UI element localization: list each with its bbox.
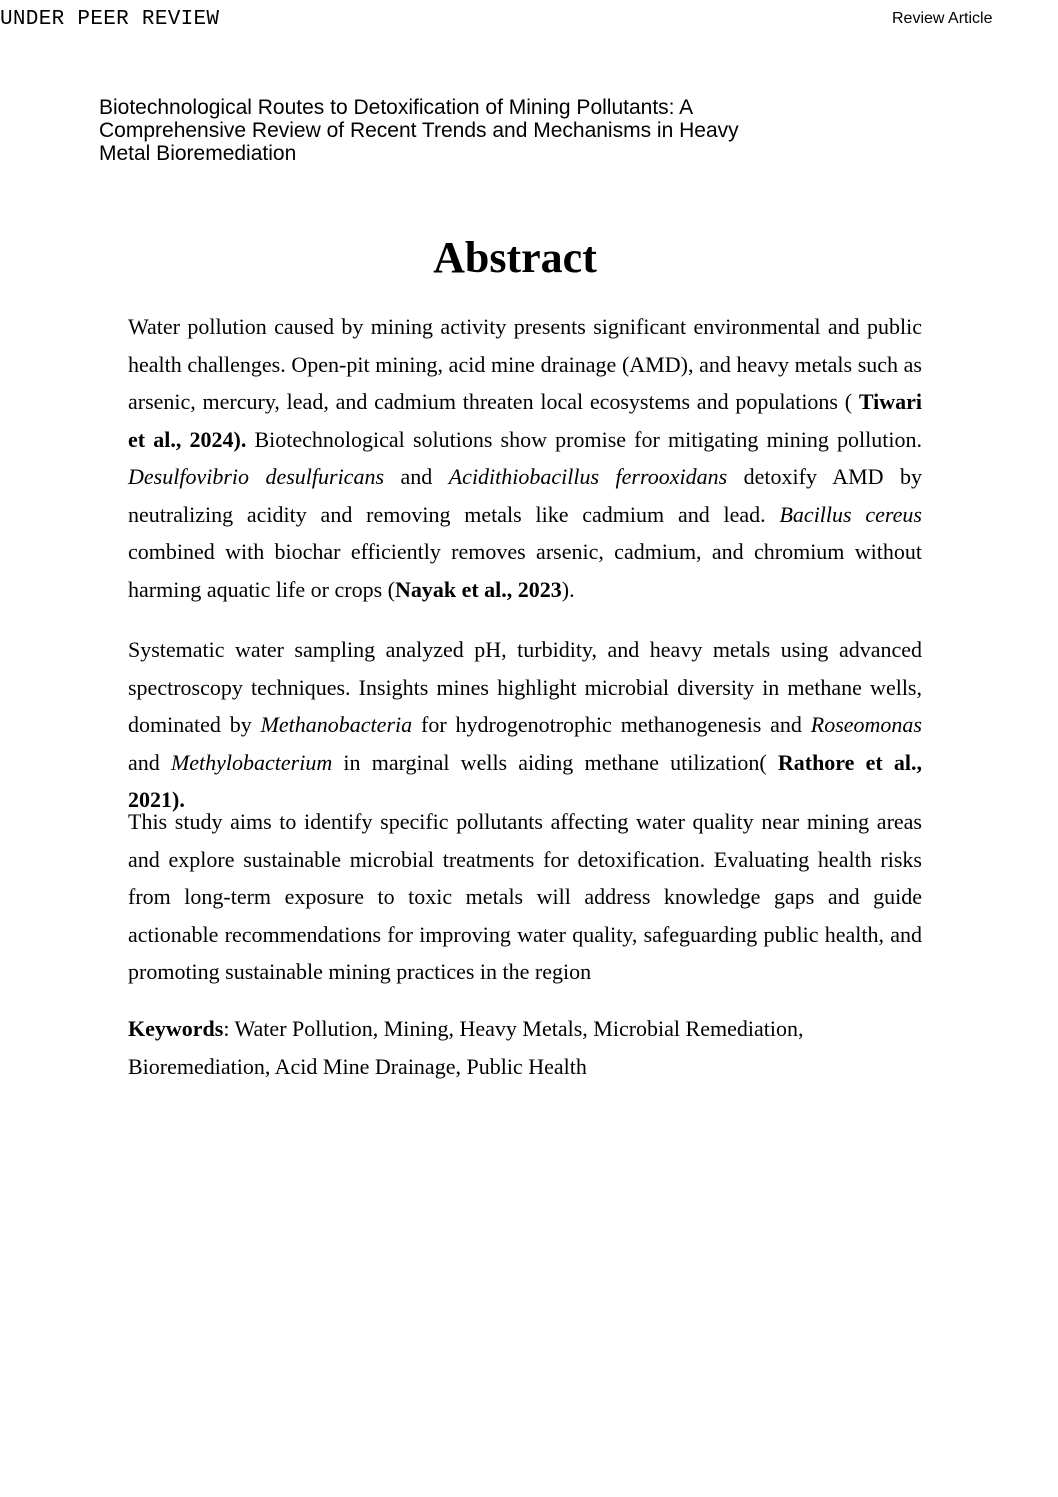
italic-text-run: Methylobacterium [170, 749, 333, 775]
text-run: detoxify AMD by neutralizing acidity and removing metals like cadmium and lead. [128, 464, 923, 527]
text-run: combined with biochar efficiently removes arsenic, cadmium, and chromium without harming aquatic life or crops ( [128, 539, 922, 602]
italic-text-run: Desulfovibrio desulfuricans [128, 464, 385, 489]
bold-text-run: Tiwari et al., 2024). [128, 389, 922, 452]
italic-text-run: Acidithiobacillus ferrooxidans [448, 464, 728, 489]
abstract-paragraph-3 [128, 803, 922, 991]
text-run: ). [561, 576, 575, 602]
abstract-paragraph-2 [128, 631, 922, 819]
abstract-paragraph-1 [128, 308, 922, 608]
abstract-heading: Abstract [433, 233, 597, 282]
bold-text-run: Rathore et al., 2021). [128, 749, 922, 812]
text-run: Biotechnological solutions show promise for mitigating mining pollution. [246, 426, 923, 452]
text-run: This study aims to identify specific pollutants affecting water quality near mining areas and explore sustainable microbial treatments for detoxification. Evaluating health risks from long-term exposure to toxic metals will address knowledge gaps and guide actionable recommendations for improving water quality, safeguarding public health, and promoting sustainable mining practices in the region [128, 809, 922, 984]
text-run: Systematic water sampling analyzed pH, turbidity, and heavy metals using advanced spectroscopy techniques. Insights mines highlight microbial diversity in methane wells, dominated by [128, 637, 922, 737]
keywords-line [128, 1010, 922, 1085]
italic-text-run: Roseomonas [810, 712, 922, 737]
text-run: and [384, 464, 449, 489]
bold-text-run: Nayak et al., 2023 [394, 576, 562, 602]
text-run: in marginal wells aiding methane utilization( [332, 749, 778, 775]
text-run: : Water Pollution, Mining, Heavy Metals, Microbial Remediation, Bioremediation, Acid Mine Drainage, Public Health [128, 1016, 815, 1079]
italic-text-run: Methanobacteria [260, 712, 413, 737]
bold-text-run: Keywords [128, 1016, 224, 1041]
under-peer-review-watermark: UNDER PEER REVIEW [0, 8, 220, 31]
text-run: Water pollution caused by mining activity presents significant environmental and public health challenges. Open-pit mining, acid mine drainage (AMD), and heavy metals such as arsenic, mercury, lead, and cadmium threaten local ecosystems and populations ( [128, 314, 922, 414]
text-run: and [128, 749, 171, 775]
text-run: for hydrogenotrophic methanogenesis and [412, 712, 811, 737]
paper-title: Biotechnological Routes to Detoxification of Mining Pollutants: A Comprehensive Review of Recent Trends and Mechanisms in Heavy Metal Bioremediation [99, 96, 739, 165]
article-type-label: Review Article [892, 10, 993, 27]
italic-text-run: Bacillus cereus [779, 501, 922, 527]
